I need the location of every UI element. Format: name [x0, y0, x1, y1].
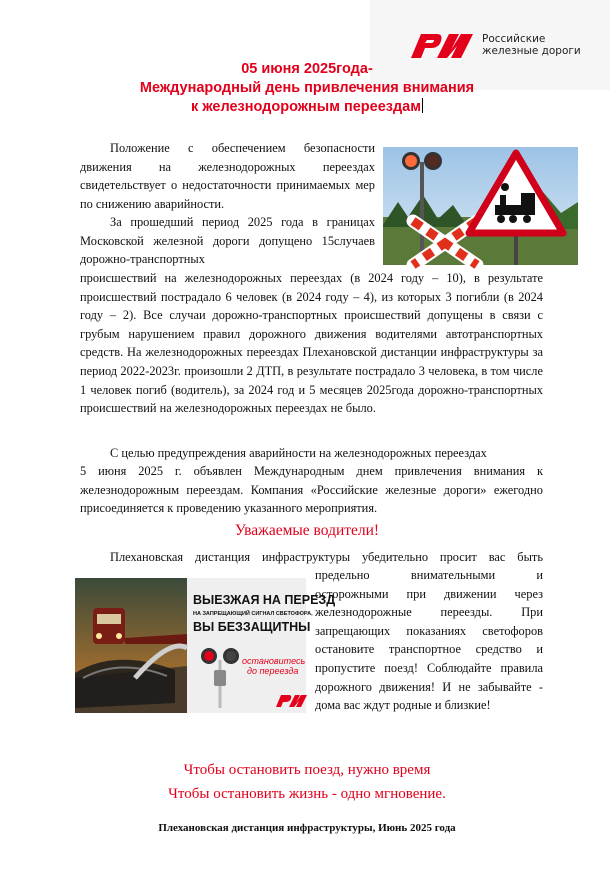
paragraph-3-intro: С целью предупреждения аварийности на железнодорожных переездах: [110, 446, 487, 460]
paragraph-4-intro: Плехановская дистанция инфраструктуры убедительно просит вас быть: [110, 550, 543, 564]
crossing-signs-image: [383, 147, 578, 265]
paragraph-3-body: 5 июня 2025 г. объявлен Международным днем привлечения внимания к железнодорожным переездам. Компания «Российские железные дороги» ежегодно присоединяется к проведению указанного мероприятия.: [80, 464, 543, 516]
poster-title-line1: ВЫЕЗЖАЯ НА ПЕРЕЗД: [193, 593, 336, 607]
appeal-heading: Уважаемые водители!: [234, 522, 380, 539]
poster-stop-line2: до переезда: [247, 666, 299, 676]
slogan-line-1: Чтобы остановить поезд, нужно время: [183, 762, 431, 778]
slogan-line-2: Чтобы остановить жизнь - одно мгновение.: [168, 786, 446, 802]
rzd-logo-icon: [407, 30, 477, 62]
logo-text: [482, 33, 581, 57]
poster-title-line3: ВЫ БЕЗЗАЩИТНЫ: [193, 620, 311, 634]
document-title: [0, 60, 614, 117]
logo-text-line1: Российские: [482, 33, 546, 45]
safety-poster-image: [75, 578, 336, 713]
logo-text-line2: железные дороги: [482, 45, 581, 57]
paragraph-2-body: происшествий на железнодорожных переездах (в 2024 году – 10), в результате происшествий пострадало 6 человек (в 2024 году – 4), из которых 3 погибли (в 2024 году – 2). Все случаи дорожно-транспортных происшествий допущены в связи с грубым нарушением правил дорожного движения водителями автотранспортных средств. На железнодорожных переездах Плехановской дистанции инфраструктуры за период 2022-2023г. произошли 2 ДТП, в результате пострадало 3 человека, в том числе 1 человек погиб (водитель), за 2024 год и 5 месяцев 2025года дорожно-транспортных происшествий на железнодорожных переездах не было.: [80, 271, 543, 416]
text-cursor: [422, 98, 423, 113]
title-date: 05 июня 2025года-: [241, 61, 373, 77]
title-line3: к железнодорожным переездам: [191, 99, 421, 115]
paragraph-1: Положение с обеспечением безопасности движения на железнодорожных переездах свидетельствует о недостаточности принимаемых мер по снижению аварийности.: [80, 141, 375, 211]
poster-title-line2: НА ЗАПРЕЩАЮЩИЙ СИГНАЛ СВЕТОФОРА,: [193, 611, 313, 617]
paragraph-2-intro: За прошедший период 2025 года в границах Московской железной дороги допущено 15случаев дорожно-транспортных: [80, 215, 375, 267]
paragraph-4-body: предельно внимательными и осторожными при движении через железнодорожные переезды. При запрещающих показаниях светофоров остановите транспортное средство и пропустите поезд! Соблюдайте правила дорожного движения! И не забывайте - дома вас ждут родные и близкие!: [315, 568, 543, 713]
document-footer: Плехановская дистанция инфраструктуры, Июнь 2025 года: [158, 822, 456, 834]
title-line2: Международный день привлечения внимания: [139, 80, 475, 96]
poster-stop-line1: остановитесь: [242, 656, 306, 666]
